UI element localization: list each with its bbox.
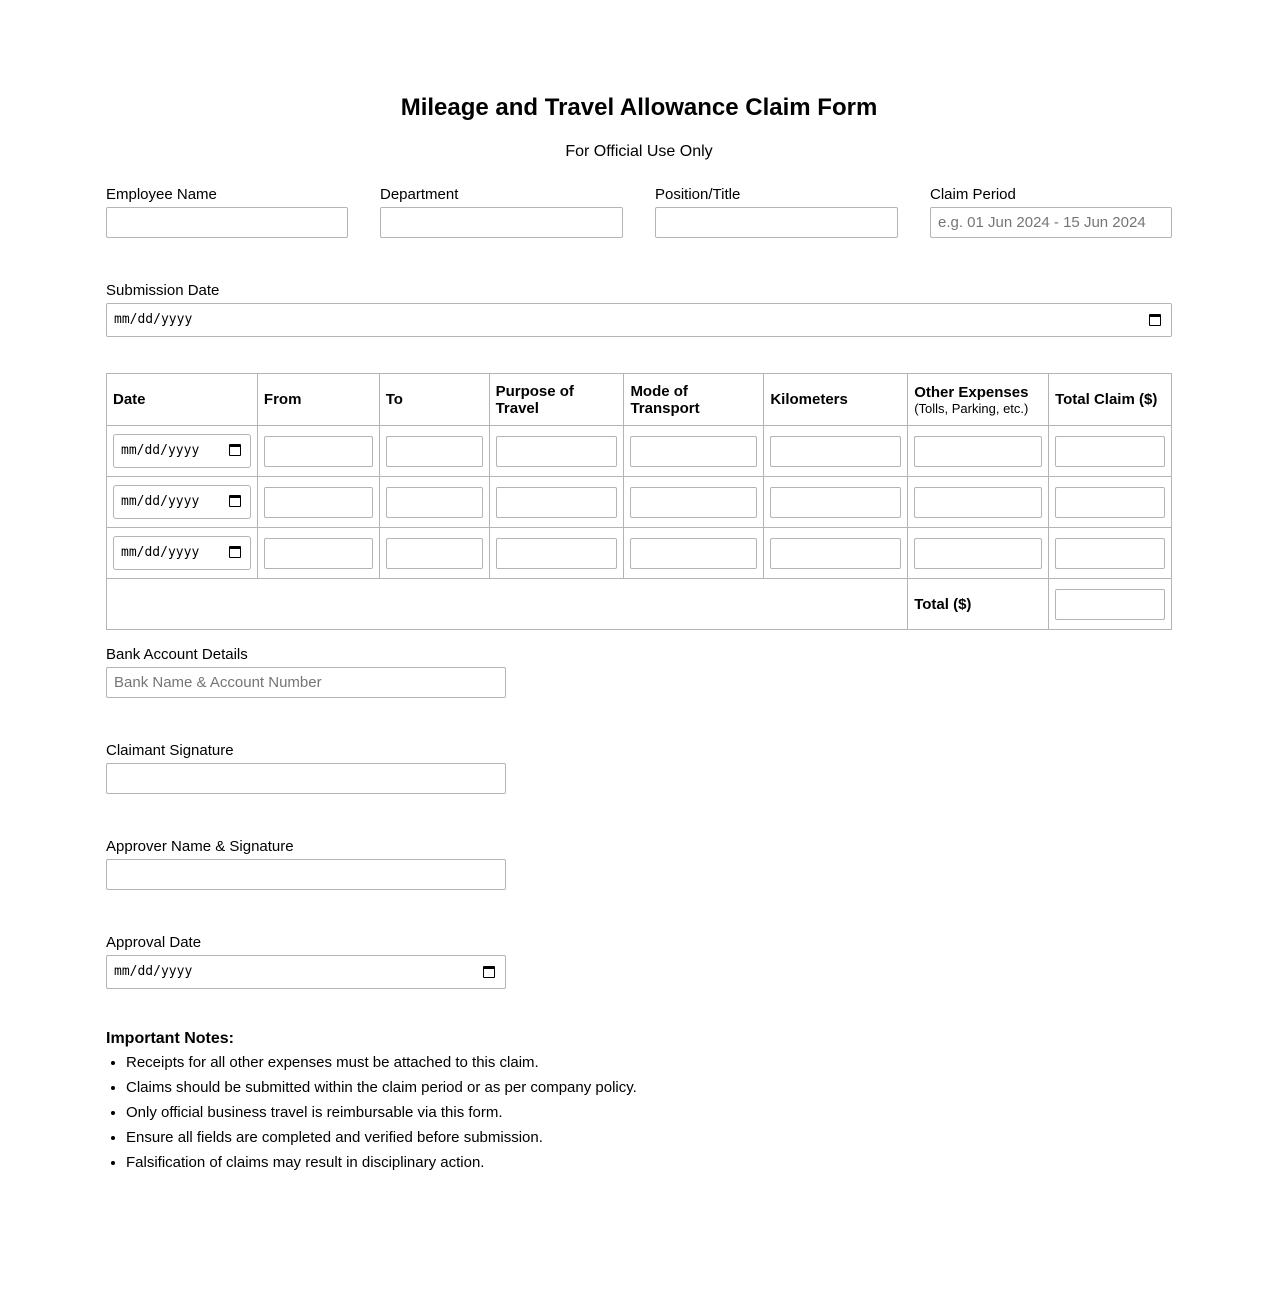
claims-table: [106, 373, 1172, 630]
km-input[interactable]: [770, 538, 901, 569]
col-header-purpose: Purpose of Travel: [489, 374, 624, 426]
table-header-row: [107, 374, 1172, 426]
position-input[interactable]: [655, 207, 898, 238]
calendar-icon[interactable]: [1149, 314, 1161, 326]
col-header-other-title: Other Expenses: [914, 383, 1029, 401]
cell-mode: [624, 528, 764, 579]
form-subtitle: For Official Use Only: [565, 143, 713, 160]
calendar-icon[interactable]: [229, 495, 241, 507]
cell-mode: [624, 426, 764, 477]
employee-name-input[interactable]: [106, 207, 348, 238]
cell-from: [257, 477, 379, 528]
note-item: • Claims should be submitted within the claim period or as per company policy.: [126, 1075, 637, 1100]
cell-total: [1049, 477, 1172, 528]
col-header-other-note: (Tolls, Parking, etc.): [914, 400, 1029, 416]
claimant-signature-input[interactable]: [106, 763, 506, 794]
claim-period-input[interactable]: e.g. 01 Jun 2024 - 15 Jun 2024: [930, 207, 1172, 238]
cell-to: [379, 477, 489, 528]
col-header-date: Date: [107, 374, 258, 426]
submission-date-input[interactable]: [106, 303, 1172, 337]
cell-purpose: [489, 528, 624, 579]
purpose-input[interactable]: [496, 538, 618, 569]
grand-total-input[interactable]: [1055, 589, 1165, 620]
notes-title: Important Notes:: [106, 1030, 234, 1047]
col-header-from: From: [257, 374, 379, 426]
purpose-input[interactable]: [496, 436, 618, 467]
row-date-placeholder: mm/dd/yyyy: [121, 545, 200, 560]
km-input[interactable]: [770, 436, 901, 467]
total-row-spacer: [107, 579, 908, 630]
mode-input[interactable]: [630, 538, 757, 569]
row-date-input[interactable]: [113, 485, 251, 519]
cell-purpose: [489, 426, 624, 477]
note-item: • Receipts for all other expenses must be attached to this claim.: [126, 1050, 637, 1075]
row-date-placeholder: mm/dd/yyyy: [121, 494, 200, 509]
position-label: Position/Title: [655, 186, 741, 203]
other-expenses-input[interactable]: [914, 538, 1042, 569]
approval-date-label: Approval Date: [106, 934, 202, 951]
approver-input[interactable]: [106, 859, 506, 890]
table-row: [107, 426, 1172, 477]
department-input[interactable]: [380, 207, 623, 238]
notes-list: [106, 1050, 637, 1175]
to-input[interactable]: [386, 436, 483, 467]
cell-date: [107, 528, 258, 579]
bank-account-label: Bank Account Details: [106, 646, 248, 663]
cell-km: [764, 528, 908, 579]
cell-km: [764, 477, 908, 528]
calendar-icon[interactable]: [229, 444, 241, 456]
col-header-mode: Mode of Transport: [624, 374, 764, 426]
total-row: [107, 579, 1172, 630]
table-row: [107, 528, 1172, 579]
row-date-placeholder: mm/dd/yyyy: [121, 443, 200, 458]
cell-from: [257, 426, 379, 477]
cell-other: [908, 477, 1049, 528]
submission-date-label: Submission Date: [106, 282, 220, 299]
cell-total: [1049, 528, 1172, 579]
total-claim-input[interactable]: [1055, 487, 1165, 518]
bank-account-input[interactable]: Bank Name & Account Number: [106, 667, 506, 698]
to-input[interactable]: [386, 538, 483, 569]
cell-date: [107, 426, 258, 477]
cell-other: [908, 528, 1049, 579]
calendar-icon[interactable]: [483, 966, 495, 978]
approval-date-placeholder: mm/dd/yyyy: [114, 964, 193, 979]
important-notes: [106, 1030, 637, 1175]
cell-date: [107, 477, 258, 528]
mode-input[interactable]: [630, 436, 757, 467]
cell-to: [379, 528, 489, 579]
row-date-input[interactable]: [113, 536, 251, 570]
col-header-other: [908, 374, 1049, 426]
note-item: • Falsification of claims may result in disciplinary action.: [126, 1150, 637, 1175]
cell-km: [764, 426, 908, 477]
cell-grand-total: [1049, 579, 1172, 630]
cell-total: [1049, 426, 1172, 477]
cell-mode: [624, 477, 764, 528]
km-input[interactable]: [770, 487, 901, 518]
other-expenses-input[interactable]: [914, 436, 1042, 467]
mode-input[interactable]: [630, 487, 757, 518]
claim-period-label: Claim Period: [930, 186, 1016, 203]
note-item: • Ensure all fields are completed and verified before submission.: [126, 1125, 637, 1150]
employee-name-label: Employee Name: [106, 186, 217, 203]
cell-other: [908, 426, 1049, 477]
table-row: [107, 477, 1172, 528]
total-label: Total ($): [908, 579, 1049, 630]
approval-date-input[interactable]: [106, 955, 506, 989]
cell-purpose: [489, 477, 624, 528]
note-item: • Only official business travel is reimbursable via this form.: [126, 1100, 637, 1125]
submission-date-placeholder: mm/dd/yyyy: [114, 312, 193, 327]
total-claim-input[interactable]: [1055, 538, 1165, 569]
other-expenses-input[interactable]: [914, 487, 1042, 518]
col-header-total: Total Claim ($): [1049, 374, 1172, 426]
purpose-input[interactable]: [496, 487, 618, 518]
col-header-to: To: [379, 374, 489, 426]
approver-label: Approver Name & Signature: [106, 838, 294, 855]
claimant-signature-label: Claimant Signature: [106, 742, 234, 759]
form-title: Mileage and Travel Allowance Claim Form: [400, 94, 878, 121]
from-input[interactable]: [264, 487, 373, 518]
calendar-icon[interactable]: [229, 546, 241, 558]
row-date-input[interactable]: [113, 434, 251, 468]
cell-to: [379, 426, 489, 477]
from-input[interactable]: [264, 436, 373, 467]
to-input[interactable]: [386, 487, 483, 518]
total-claim-input[interactable]: [1055, 436, 1165, 467]
department-label: Department: [380, 186, 459, 203]
cell-from: [257, 528, 379, 579]
from-input[interactable]: [264, 538, 373, 569]
col-header-km: Kilometers: [764, 374, 908, 426]
